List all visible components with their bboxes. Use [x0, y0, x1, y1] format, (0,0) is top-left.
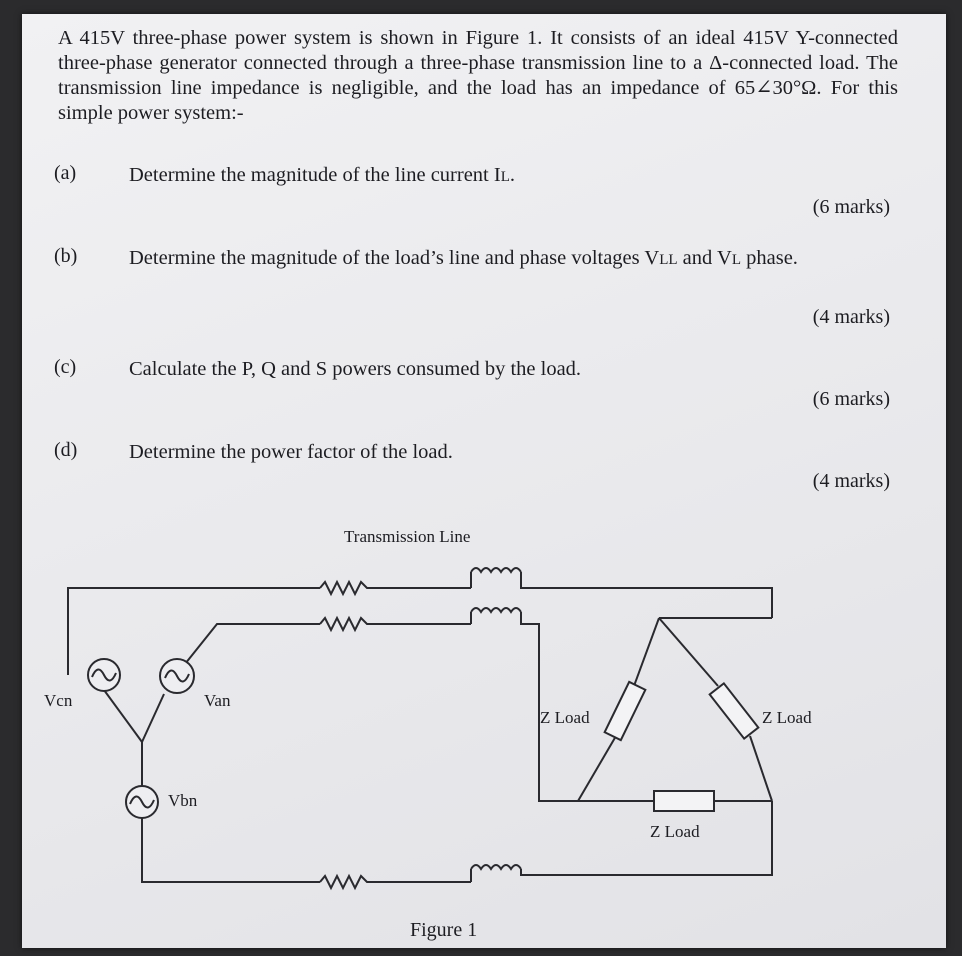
inductor-bottom-coils: [471, 865, 521, 869]
z-load-bottom-box: [654, 791, 714, 811]
wire-vcn-star: [104, 690, 142, 742]
wire-mid-right: [521, 612, 582, 801]
inductor-mid-coils: [471, 608, 521, 612]
question-d-label: (d): [54, 439, 78, 461]
z-load-right-box: [710, 683, 759, 738]
delta-left-edge-b: [578, 736, 616, 801]
z-load-right-label: Z Load: [762, 708, 812, 727]
question-sheet: [22, 14, 946, 948]
wire-mid: [177, 624, 320, 674]
z-load-left-box: [605, 682, 646, 740]
question-c-label: (c): [54, 356, 77, 378]
van-label: Van: [204, 691, 231, 710]
figure-caption: Figure 1: [410, 919, 478, 941]
question-a-text: Determine the magnitude of the line current IL.: [129, 164, 515, 186]
source-vcn-icon: [88, 659, 120, 691]
z-load-left-label: Z Load: [540, 708, 590, 727]
delta-right-edge-a: [659, 618, 718, 686]
circuit-diagram: [22, 14, 946, 948]
resistor-top: [320, 582, 471, 594]
question-c-marks: (6 marks): [812, 388, 890, 410]
wire-top-right: [521, 572, 772, 618]
source-vbn-icon: [126, 786, 158, 818]
transmission-line-label: Transmission Line: [344, 527, 471, 546]
question-d-text: Determine the power factor of the load.: [129, 441, 453, 463]
vbn-label: Vbn: [168, 791, 198, 810]
wire-van-star: [142, 694, 164, 742]
question-a-label: (a): [54, 162, 77, 184]
question-a-marks: (6 marks): [812, 196, 890, 218]
question-b-text: Determine the magnitude of the load’s line and phase voltages VLL and VL phase.: [129, 247, 798, 269]
question-d-marks: (4 marks): [812, 470, 890, 492]
question-b-marks: (4 marks): [812, 306, 890, 328]
vcn-label: Vcn: [44, 691, 73, 710]
z-load-bottom-label: Z Load: [650, 822, 700, 841]
question-b-label: (b): [54, 245, 78, 267]
problem-intro: A 415V three-phase power system is shown in Figure 1. It consists of an ideal 415V Y-connected three-phase generator connected through a three-phase transmission line to a Δ-connected load. The transmission line impedance is negligible, and the load has an impedance of 65∠30°Ω. For this simple power system:-: [58, 27, 898, 124]
wire-bottom: [142, 817, 320, 882]
wire-bottom-right: [521, 801, 772, 875]
resistor-bottom: [320, 876, 471, 888]
source-van-icon: [160, 659, 194, 693]
delta-right-edge-b: [750, 736, 772, 801]
inductor-top-coils: [471, 568, 521, 572]
question-c-text: Calculate the P, Q and S powers consumed by the load.: [129, 358, 582, 380]
delta-left-edge-a: [634, 618, 659, 686]
resistor-mid: [320, 618, 471, 630]
